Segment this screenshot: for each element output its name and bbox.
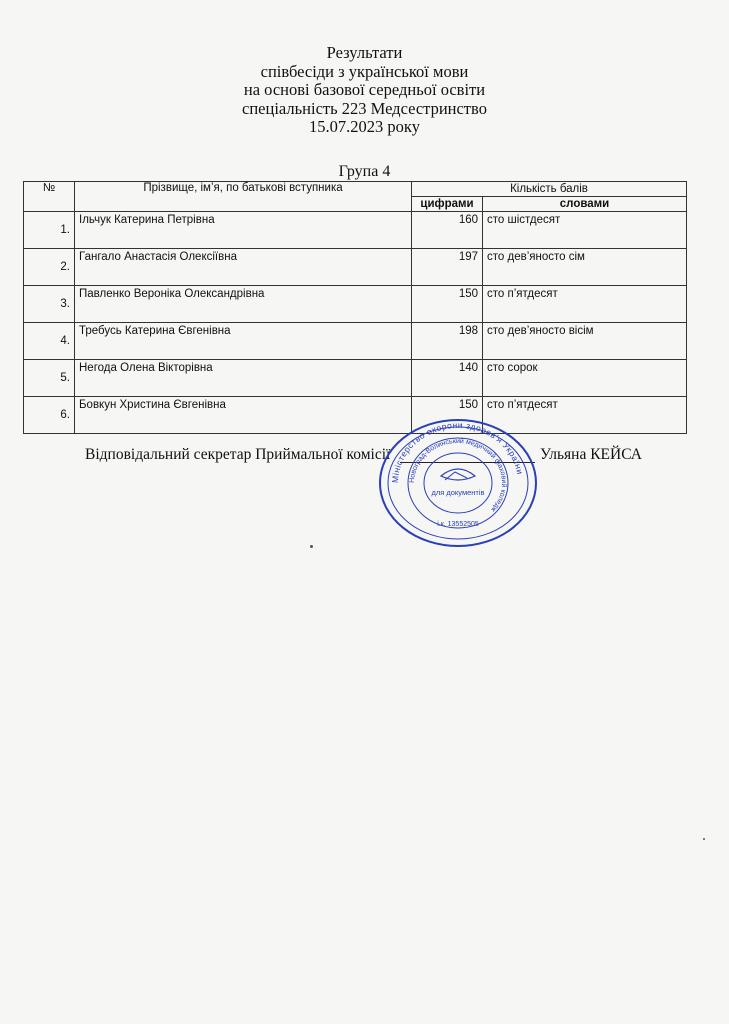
table-row <box>24 212 687 249</box>
heading-line-4: спеціальність 223 Медсестринство <box>242 98 487 118</box>
row-number: 4. <box>24 323 75 360</box>
row-number: 1. <box>24 212 75 249</box>
row-number: 3. <box>24 286 75 323</box>
row-number: 6. <box>24 397 75 434</box>
row-name: Бовкун Христина Євгенівна <box>75 397 412 434</box>
secretary-title: Відповідальний секретар Приймальної комісії <box>85 446 391 463</box>
row-score-digits: 198 <box>412 323 483 360</box>
row-score-words: сто шістдесят <box>483 212 687 249</box>
row-name: Гангало Анастасія Олексіївна <box>75 249 412 286</box>
secretary-name: Ульяна КЕЙСА <box>540 446 642 463</box>
header-digits: цифрами <box>412 197 483 212</box>
row-number: 5. <box>24 360 75 397</box>
heading-line-2: співбесіди з української мови <box>260 61 469 81</box>
heading-line-3: на основі базової середньої освіти <box>243 80 486 99</box>
row-score-words: сто сорок <box>483 360 687 397</box>
row-name: Ільчук Катерина Петрівна <box>75 212 412 249</box>
row-score-digits: 150 <box>412 397 483 434</box>
official-stamp <box>377 418 539 548</box>
header-number: № <box>24 182 75 212</box>
row-name: Павленко Вероніка Олександрівна <box>75 286 412 323</box>
paper-speck <box>703 838 705 840</box>
row-score-words: сто дев’яносто сім <box>483 249 687 286</box>
row-name: Требусь Катерина Євгенівна <box>75 323 412 360</box>
row-score-digits: 160 <box>412 212 483 249</box>
row-score-words: сто дев’яносто вісім <box>483 323 687 360</box>
table-row <box>24 323 687 360</box>
row-score-digits: 197 <box>412 249 483 286</box>
header-score: Кількість балів <box>412 182 687 197</box>
stamp-outer-text: Міністерство охорони здоров’я України <box>389 419 526 484</box>
table-row <box>24 249 687 286</box>
row-score-words: сто п’ятдесят <box>483 397 687 434</box>
table-row <box>24 397 687 434</box>
row-name: Негода Олена Вікторівна <box>75 360 412 397</box>
stamp-center-text: для документів <box>431 488 485 497</box>
row-number: 2. <box>24 249 75 286</box>
heading-line-5: 15.07.2023 року <box>309 117 420 136</box>
stamp-inner-text: Новоград-Волинський медичний фаховий коледж <box>408 437 508 514</box>
heading-line-1: Результати <box>326 43 403 62</box>
results-table <box>23 181 687 434</box>
svg-text:Новоград-Волинський медичний ф <box>409 437 508 513</box>
stamp-code: і.к. 13552505 <box>437 521 479 528</box>
row-score-digits: 150 <box>412 286 483 323</box>
row-score-words: сто п’ятдесят <box>483 286 687 323</box>
document-heading <box>0 44 729 137</box>
row-score-digits: 140 <box>412 360 483 397</box>
table-row <box>24 286 687 323</box>
stamp-emblem-icon <box>441 469 475 480</box>
paper-speck <box>310 545 313 548</box>
header-words: словами <box>483 197 687 212</box>
table-row <box>24 360 687 397</box>
group-label: Група 4 <box>338 163 391 180</box>
header-name: Прізвище, ім’я, по батькові вступника <box>75 182 412 212</box>
